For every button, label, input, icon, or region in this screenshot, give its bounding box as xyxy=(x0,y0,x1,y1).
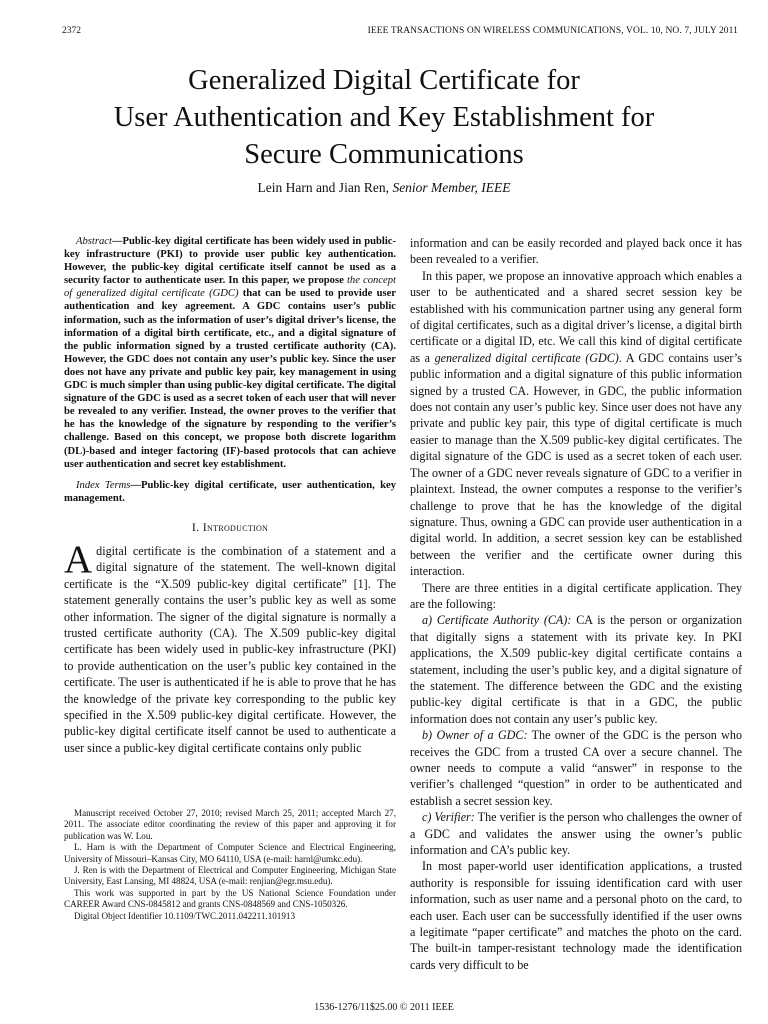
title-line-1: Generalized Digital Certificate for xyxy=(188,65,580,96)
author-line xyxy=(40,180,728,196)
right-column xyxy=(410,235,742,973)
ca-text: CA is the person or organization that digitally signs a statement with its private key. In PKI applications, the X.509 public-key digital certificate contains a statement, including the user’s public key, and a digital signature of the statement. The difference between the GDC and the existing public-key digital certificate is that in a GDC, the public information does not contain any user’s public key. xyxy=(410,613,742,726)
abstract-dash: — xyxy=(111,236,123,247)
paragraph-proposal xyxy=(410,268,742,580)
title-line-2: User Authentication and Key Establishment for xyxy=(113,102,655,133)
author-names: Lein Harn and Jian Ren, xyxy=(257,180,393,195)
paragraph-owner xyxy=(410,727,742,809)
title-line-3: Secure Communications xyxy=(244,139,524,170)
running-header xyxy=(62,26,738,40)
proposal-italic: generalized digital certificate (GDC) xyxy=(434,350,619,365)
owner-text: The owner of the GDC is the person who receives the GDC from a trusted CA over a secure channel. The owner needs to compute a valid “answer” in response to the verifier’s challenged “question” in order to be authenticated and establish a secret session key. xyxy=(410,728,742,808)
paper-title xyxy=(40,62,728,173)
paragraph-paper-world: In most paper-world user identification applications, a trusted authority is responsible for issuing identification card with user information, such as user name and a personal photo on the card, to each user. Each user can be successfully identified if the user owns a legitimate “paper certificate” and matches the photo on the card. The built-in tamper-resistant technology made the identification cards very difficult to be xyxy=(410,859,742,972)
index-terms-text: Public-key digital certificate, user authentication, key management. xyxy=(64,479,396,504)
index-terms-label: Index Terms xyxy=(76,479,131,491)
footnote-doi: Digital Object Identifier 10.1109/TWC.2011.042211.101913 xyxy=(74,910,295,921)
verifier-text: The verifier is the person who challenges the owner of a GDC and validates the answer using the owner’s public information and CA’s public key. xyxy=(410,810,742,858)
footnote-manuscript: Manuscript received October 27, 2010; revised March 25, 2011; accepted March 27, 2011. The associate editor coordinating the review of this paper and approving it for publication was W. Lou. xyxy=(64,808,396,841)
section-heading-introduction xyxy=(64,520,396,535)
page-number: 2372 xyxy=(62,26,81,36)
abstract-italic: the concept of generalized digital certificate (GDC) xyxy=(64,275,397,300)
ca-label: a) Certificate Authority (CA): xyxy=(422,613,572,628)
abstract-text-2: that can be used to provide user authentication and key agreement. A GDC contains user’s public information, such as the information of user’s digital driver’s license, the information of a digital birth certificate, etc., and a digital signature of the public information signed by a trusted certificate authority (CA). However, the GDC does not contain any user’s public key. Since the user does not have any private and public key pair, key management in using GDC is much simpler than using public-key digital certificate. The digital signature of the GDC is used as a secret token of each user that will never be revealed to any verifier. Instead, the owner proves to the verifier that he has the knowledge of the signature by responding to the verifier’s challenge. Based on this concept, we propose both discrete logarithm (DL)-based and integer factoring (IF)-based protocols that can achieve user authentication and secret key establishment. xyxy=(64,288,396,470)
abstract xyxy=(64,235,396,471)
left-column xyxy=(64,235,396,756)
footnote-funding: This work was supported in part by the US National Science Foundation under CAREER Award CNS-0845812 and grants CNS-0848569 and CNS-1050326. xyxy=(64,887,396,910)
journal-name: IEEE TRANSACTIONS ON WIRELESS COMMUNICATIONS, VOL. 10, NO. 7, JULY 2011 xyxy=(367,26,738,36)
abstract-label: Abstract xyxy=(76,236,112,247)
proposal-text-2: . A GDC contains user’s public information and a digital signature of this public information signed by a trusted CA. However, in GDC, the public information does not contain any user’s public key. Since user does not have any private and public key pair, this type of digital certificate is much easier to manage than the X.509 public-key digital certificates. The digital signature of the GDC is used as a secret token of each user. The owner of a GDC never reveals signature of GDC to a verifier in plaintext. Instead, the owner computes a response to the verifier’s challenge to prove that he has the knowledge of the digital signature. Thus, owning a GDC can provide user authentication in a digital world. In addition, a secret session key can be established between the verifier and the certificate owner during this interaction. xyxy=(410,350,742,579)
intro-paragraph xyxy=(64,537,396,756)
paragraph-entities: There are three entities in a digital certificate application. They are the following: xyxy=(410,580,742,611)
abstract-text-1: Public-key digital certificate has been widely used in public-key infrastructure (PKI) to provide user public key authentication. However, the public-key digital certificate itself cannot be used as a security factor to authenticate user. In this paper, we propose xyxy=(64,236,396,287)
section-numeral: I. xyxy=(191,519,203,534)
owner-label: b) Owner of a GDC: xyxy=(422,728,528,743)
footnotes xyxy=(64,808,396,922)
drop-cap: A xyxy=(64,537,93,581)
copyright-footer: 1536-1276/11$25.00 © 2011 IEEE xyxy=(314,1002,454,1013)
footnote-harn: L. Harn is with the Department of Computer Science and Electrical Engineering, University of Missouri–Kansas City, MO 64110, USA (e-mail: harnl@umkc.edu). xyxy=(64,842,396,864)
section-title: Introduction xyxy=(202,519,269,534)
paragraph-continuation: information and can be easily recorded and played back once it has been revealed to a verifier. xyxy=(410,236,742,267)
footnote-ren: J. Ren is with the Department of Electrical and Computer Engineering, Michigan State University, East Lansing, MI 48824, USA (e-mail: renjian@egr.msu.edu). xyxy=(64,865,396,887)
paragraph-ca xyxy=(410,612,742,727)
intro-text: digital certificate is the combination of a statement and a digital signature of the statement. The well-known digital certificate is the “X.509 public-key digital certificate” [1]. The statement generally contains the user’s public key as well as some other information. The signer of the digital signature is normally a trusted certificate authority (CA). The X.509 public-key digital certificate has been widely used in public-key infrastructure (PKI) to provide authentication on the user’s public key contained in the certificate. The user is authenticated if he is able to prove that he has the knowledge of the private key corresponding to the public key specified in the X.509 public-key digital certificate. However, the public-key digital certificate itself cannot be used to authenticate a user since a public-key digital certificate contains only public xyxy=(64,543,396,755)
index-terms xyxy=(64,479,396,505)
proposal-text-1: In this paper, we propose an innovative approach which enables a user to be authenticated and a shared secret session key be established with his communication partner using any general form of digital certificates, such as a digital driver’s license, a digital birth certificate or a digital ID, etc. We call this kind of digital certificate as a xyxy=(410,268,742,365)
verifier-label: c) Verifier: xyxy=(422,810,475,825)
paragraph-verifier xyxy=(410,809,742,858)
index-terms-dash: — xyxy=(130,479,142,491)
author-affiliation: Senior Member, IEEE xyxy=(392,180,511,195)
